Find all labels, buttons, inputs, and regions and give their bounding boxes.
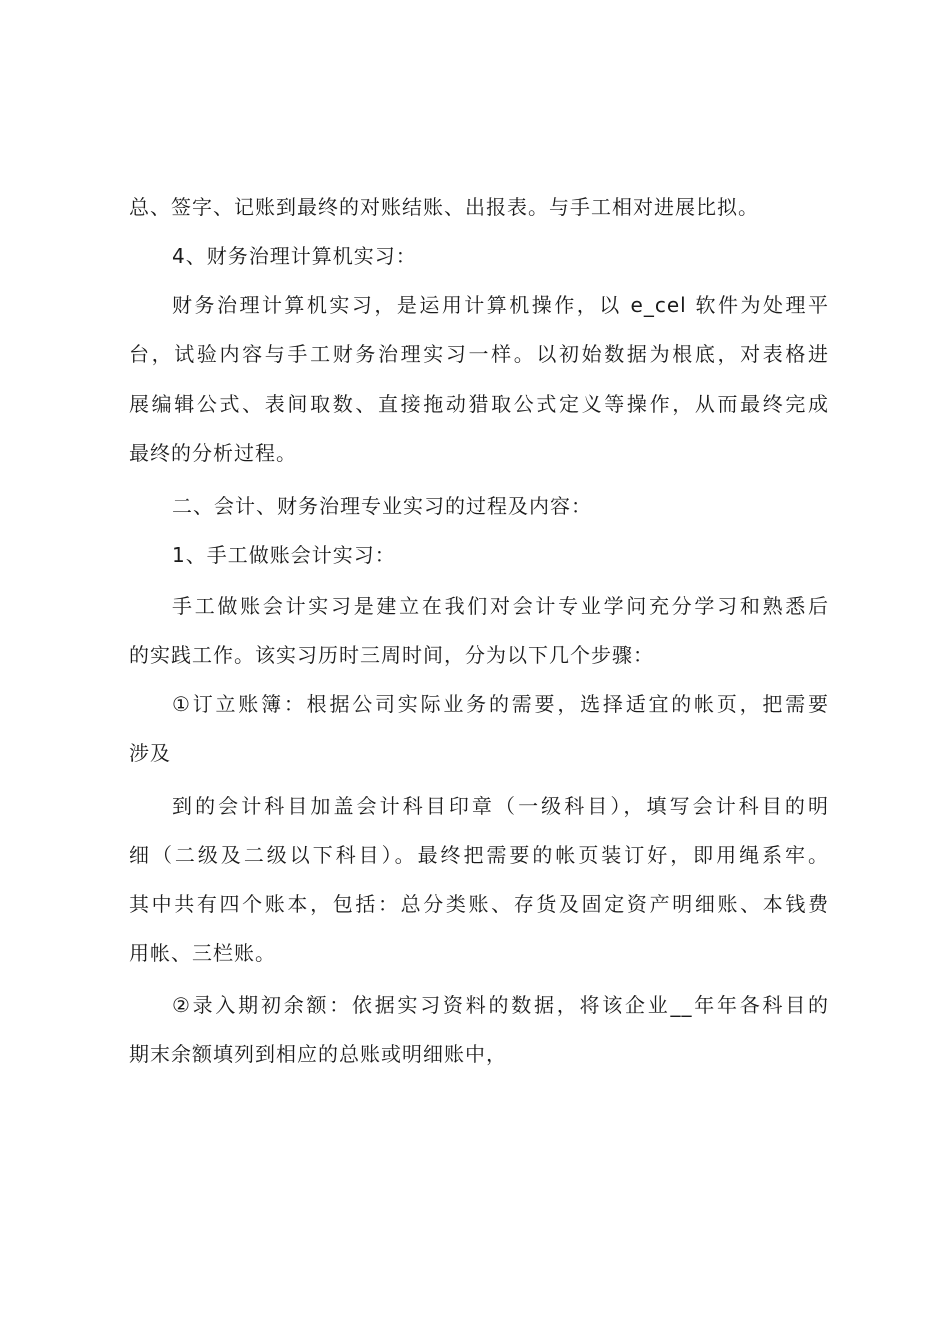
paragraph-line: 其中共有四个账本，包括：总分类账、存货及固定资产明细账、本钱费 [129, 892, 829, 916]
paragraph-line: 期末余额填列到相应的总账或明细账中， [129, 1042, 507, 1066]
paragraph-line: 台，试验内容与手工财务治理实习一样。以初始数据为根底，对表格进 [129, 342, 829, 366]
paragraph-line: 最终的分析过程。 [129, 441, 297, 465]
section-heading: 二、会计、财务治理专业实习的过程及内容： [172, 494, 592, 518]
paragraph-line: 到的会计科目加盖会计科目印章（一级科目），填写会计科目的明 [172, 794, 829, 818]
paragraph-line: 财务治理计算机实习，是运用计算机操作，以 e_cel 软件为处理平 [172, 293, 829, 317]
paragraph-line: ①订立账簿：根据公司实际业务的需要，选择适宜的帐页，把需要 [172, 692, 829, 716]
section-heading: 1、手工做账会计实习： [172, 543, 396, 567]
paragraph-line: 细（二级及二级以下科目）。最终把需要的帐页装订好，即用绳系牢。 [129, 843, 829, 867]
paragraph-line: 总、签字、记账到最终的对账结账、出报表。与手工相对进展比拟。 [129, 195, 759, 219]
paragraph-line: 的实践工作。该实习历时三周时间，分为以下几个步骤： [129, 643, 654, 667]
paragraph-line: 涉及 [129, 741, 171, 765]
paragraph-line: 手工做账会计实习是建立在我们对会计专业学问充分学习和熟悉后 [172, 594, 829, 618]
paragraph-line: 展编辑公式、表间取数、直接拖动猎取公式定义等操作，从而最终完成 [129, 392, 829, 416]
paragraph-line: ②录入期初余额：依据实习资料的数据，将该企业__年年各科目的 [172, 993, 829, 1017]
paragraph-line: 用帐、三栏账。 [129, 941, 276, 965]
section-heading: 4、财务治理计算机实习： [172, 244, 417, 268]
